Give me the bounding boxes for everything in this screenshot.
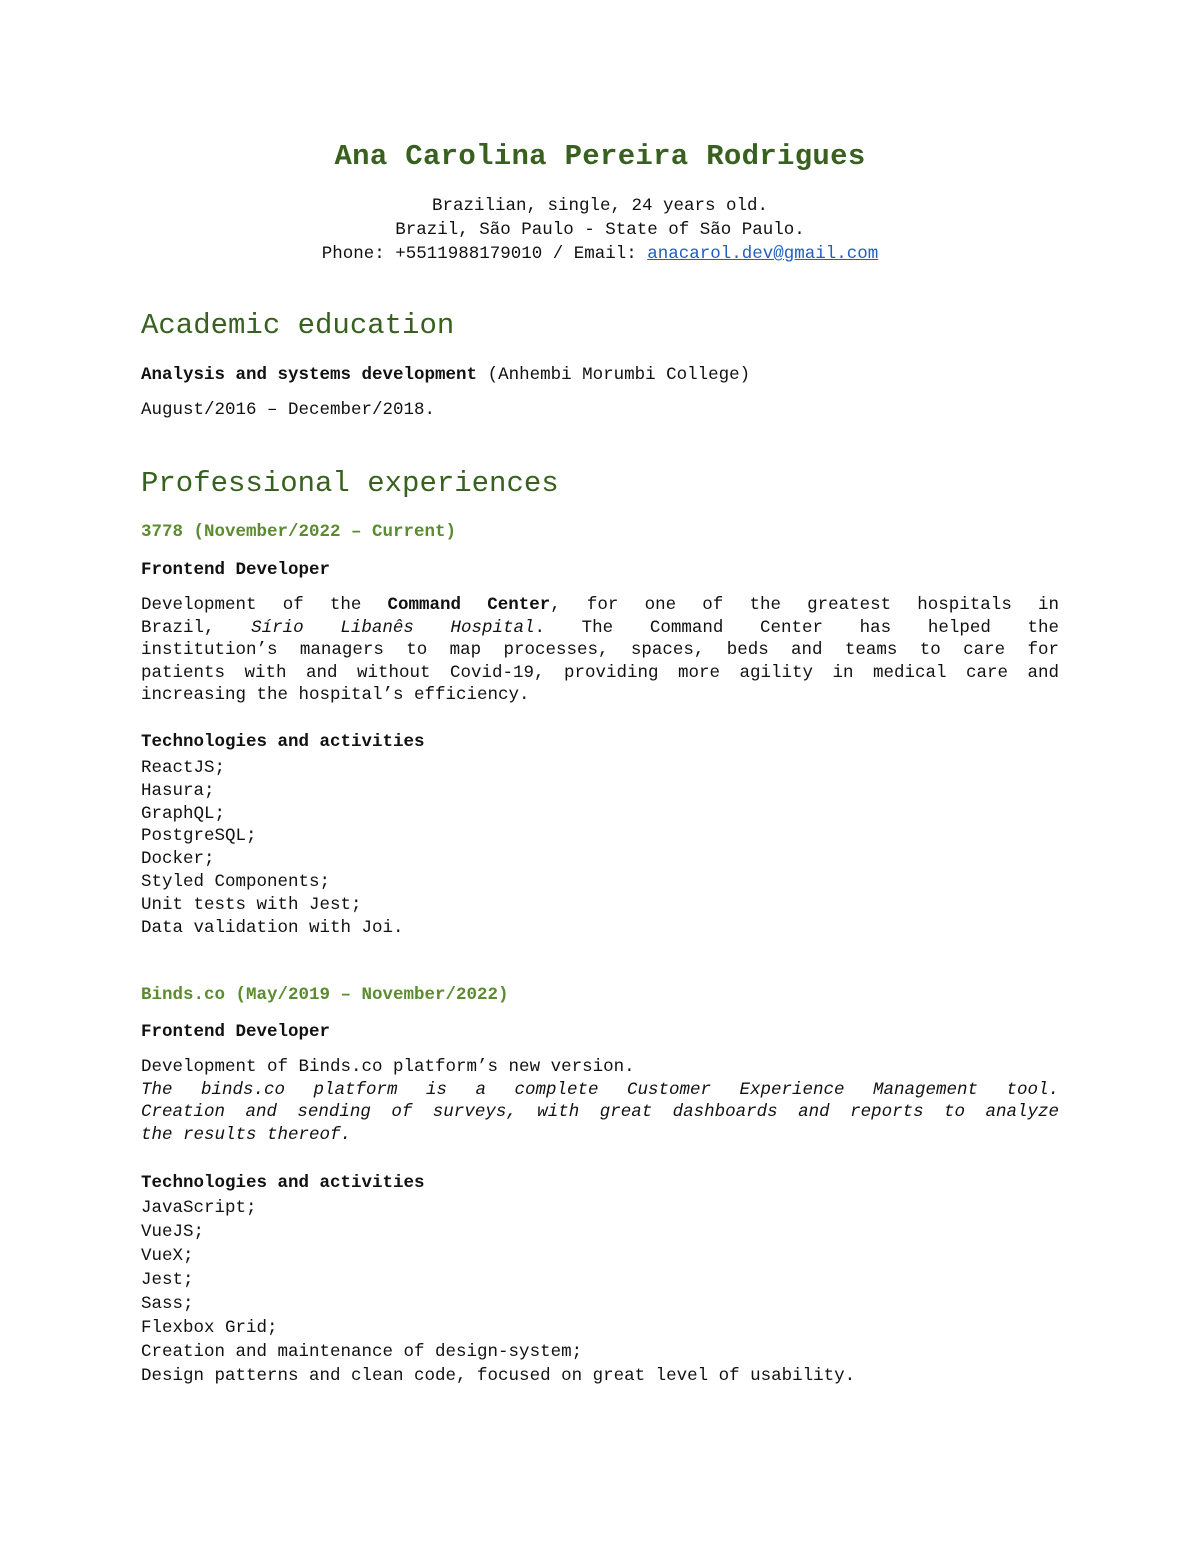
list-item: Design patterns and clean code, focused on great level of usability. bbox=[141, 1366, 856, 1386]
list-item: Hasura; bbox=[141, 780, 215, 801]
tech-list bbox=[141, 757, 404, 939]
tech-heading: Technologies and activities bbox=[141, 1173, 425, 1193]
list-item: Jest; bbox=[141, 1270, 194, 1290]
desc-line: Development of the Command Center, for one of the greatest hospitals in bbox=[141, 595, 1059, 615]
list-item: Data validation with Joi. bbox=[141, 917, 404, 938]
phone-text: Phone: +5511988179010 / Email: bbox=[321, 244, 648, 264]
list-item: VueX; bbox=[141, 1246, 194, 1266]
list-item: Flexbox Grid; bbox=[141, 1318, 278, 1338]
list-item: JavaScript; bbox=[141, 1198, 257, 1218]
email-link[interactable]: anacarol.dev@gmail.com bbox=[647, 244, 879, 264]
list-item: GraphQL; bbox=[141, 803, 226, 824]
contact-line bbox=[0, 242, 1200, 266]
list-item: Unit tests with Jest; bbox=[141, 894, 362, 915]
education-course-line bbox=[141, 364, 750, 387]
job-role: Frontend Developer bbox=[141, 560, 331, 580]
course-name: Analysis and systems development bbox=[141, 365, 478, 385]
education-heading: Academic education bbox=[141, 309, 455, 342]
location: Brazil, São Paulo - State of São Paulo. bbox=[395, 220, 805, 240]
school-name: (Anhembi Morumbi College) bbox=[477, 365, 751, 385]
desc-line: institution’s managers to map processes, spaces, beds and teams to care for bbox=[141, 640, 1059, 660]
job-company: 3778 (November/2022 – Current) bbox=[141, 522, 457, 542]
list-item: Creation and maintenance of design-system; bbox=[141, 1342, 583, 1362]
list-item: Sass; bbox=[141, 1294, 194, 1314]
list-item: Docker; bbox=[141, 849, 215, 870]
tech-heading: Technologies and activities bbox=[141, 732, 425, 752]
job-description bbox=[141, 594, 1059, 707]
tech-list bbox=[141, 1196, 855, 1388]
job-description bbox=[141, 1056, 1059, 1146]
candidate-name: Ana Carolina Pereira Rodrigues bbox=[334, 140, 866, 173]
desc-line: increasing the hospital’s efficiency. bbox=[141, 685, 530, 705]
experience-heading: Professional experiences bbox=[141, 467, 559, 500]
desc-line: The binds.co platform is a complete Customer Experience Management tool. bbox=[141, 1079, 1059, 1100]
desc-line: Creation and sending of surveys, with great dashboards and reports to analyze bbox=[141, 1102, 1059, 1122]
list-item: ReactJS; bbox=[141, 758, 226, 778]
job-company: Binds.co (May/2019 – November/2022) bbox=[141, 985, 509, 1005]
list-item: VueJS; bbox=[141, 1222, 205, 1242]
job-role: Frontend Developer bbox=[141, 1022, 331, 1042]
desc-line: patients with and without Covid-19, providing more agility in medical care and bbox=[141, 662, 1059, 683]
education-period: August/2016 – December/2018. bbox=[141, 400, 436, 420]
desc-line: Brazil, Sírio Libanês Hospital. The Command Center has helped the bbox=[141, 617, 1059, 638]
desc-line: the results thereof. bbox=[141, 1124, 352, 1145]
personal-info: Brazilian, single, 24 years old. bbox=[431, 196, 769, 216]
desc-line: Development of Binds.co platform’s new version. bbox=[141, 1057, 635, 1077]
list-item: PostgreSQL; bbox=[141, 826, 257, 847]
list-item: Styled Components; bbox=[141, 871, 331, 892]
